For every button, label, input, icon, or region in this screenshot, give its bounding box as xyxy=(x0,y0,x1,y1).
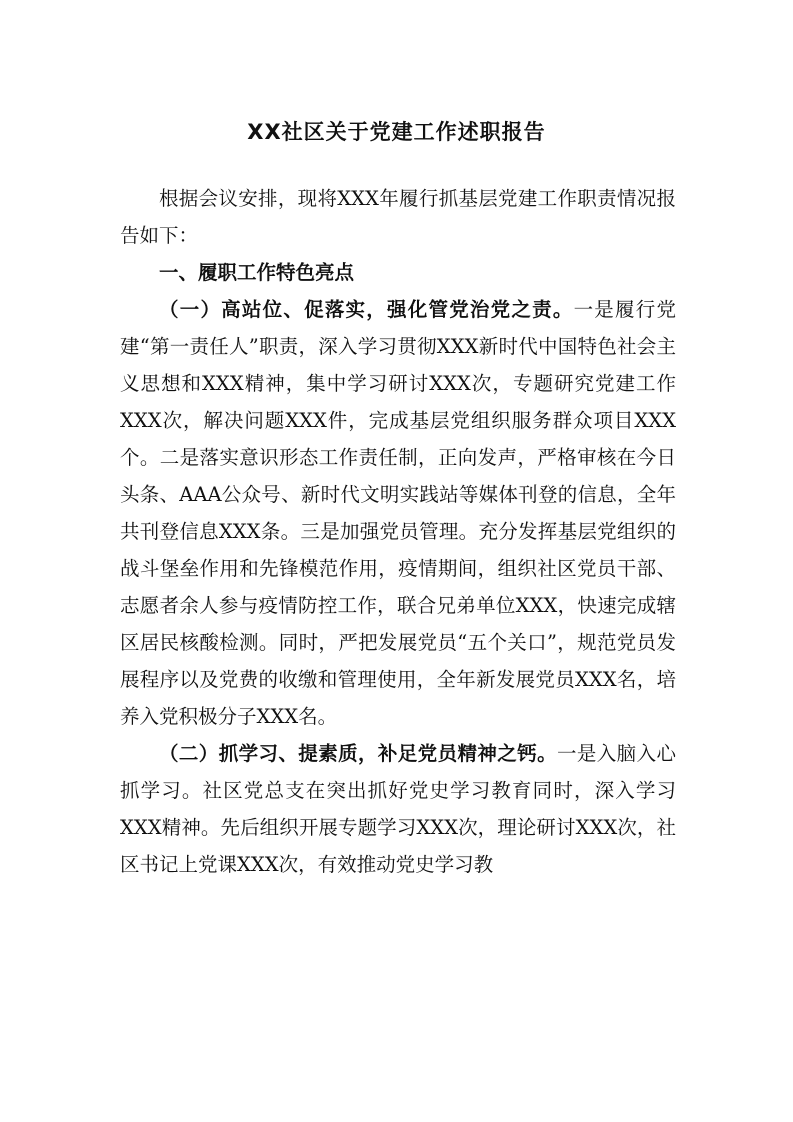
section-heading: 一、履职工作特色亮点 xyxy=(159,261,355,284)
paragraph-1 xyxy=(120,291,676,735)
paragraph-2-body: 一是入脑入心抓学习。社区党总支在突出抓好党史学习教育同时，深入学习XXX精神。先后组织开展专题学习XXX次，理论研讨XXX次，社区书记上党课XXX次，有效推动党史学习教 xyxy=(120,742,676,876)
paragraph-1-body: 一是履行党建“第一责任人”职责，深入学习贯彻XXX新时代中国特色社会主义思想和XXX精神，集中学习研讨XXX次，专题研究党建工作XXX次，解决问题XXX件，完成基层党组织服务群众项目XXX个。二是落实意识形态工作责任制，正向发声，严格审核在今日头条、AAA公众号、新时代文明实践站等媒体刊登的信息，全年共刊登信息XXX条。三是加强党员管理。充分发挥基层党组织的战斗堡垒作用和先锋模范作用，疫情期间，组织社区党员干部、志愿者余人参与疫情防控工作，联合兄弟单位XXX，快速完成辖区居民核酸检测。同时，严把发展党员“五个关口”，规范党员发展程序以及党费的收缴和管理使用，全年新发展党员XXX名，培养入党积极分子XXX名。 xyxy=(120,298,676,728)
intro-paragraph: 根据会议安排，现将XXX年履行抓基层党建工作职责情况报告如下： xyxy=(120,187,676,247)
document-title: XX社区关于党建工作述职报告 xyxy=(247,120,546,144)
paragraph-2-lead: （二）抓学习、提素质，补足党员精神之钙。 xyxy=(159,742,557,765)
document-body xyxy=(120,180,676,883)
paragraph-2 xyxy=(120,735,676,883)
paragraph-1-lead: （一）高站位、促落实，强化管党治党之责。 xyxy=(159,298,574,321)
